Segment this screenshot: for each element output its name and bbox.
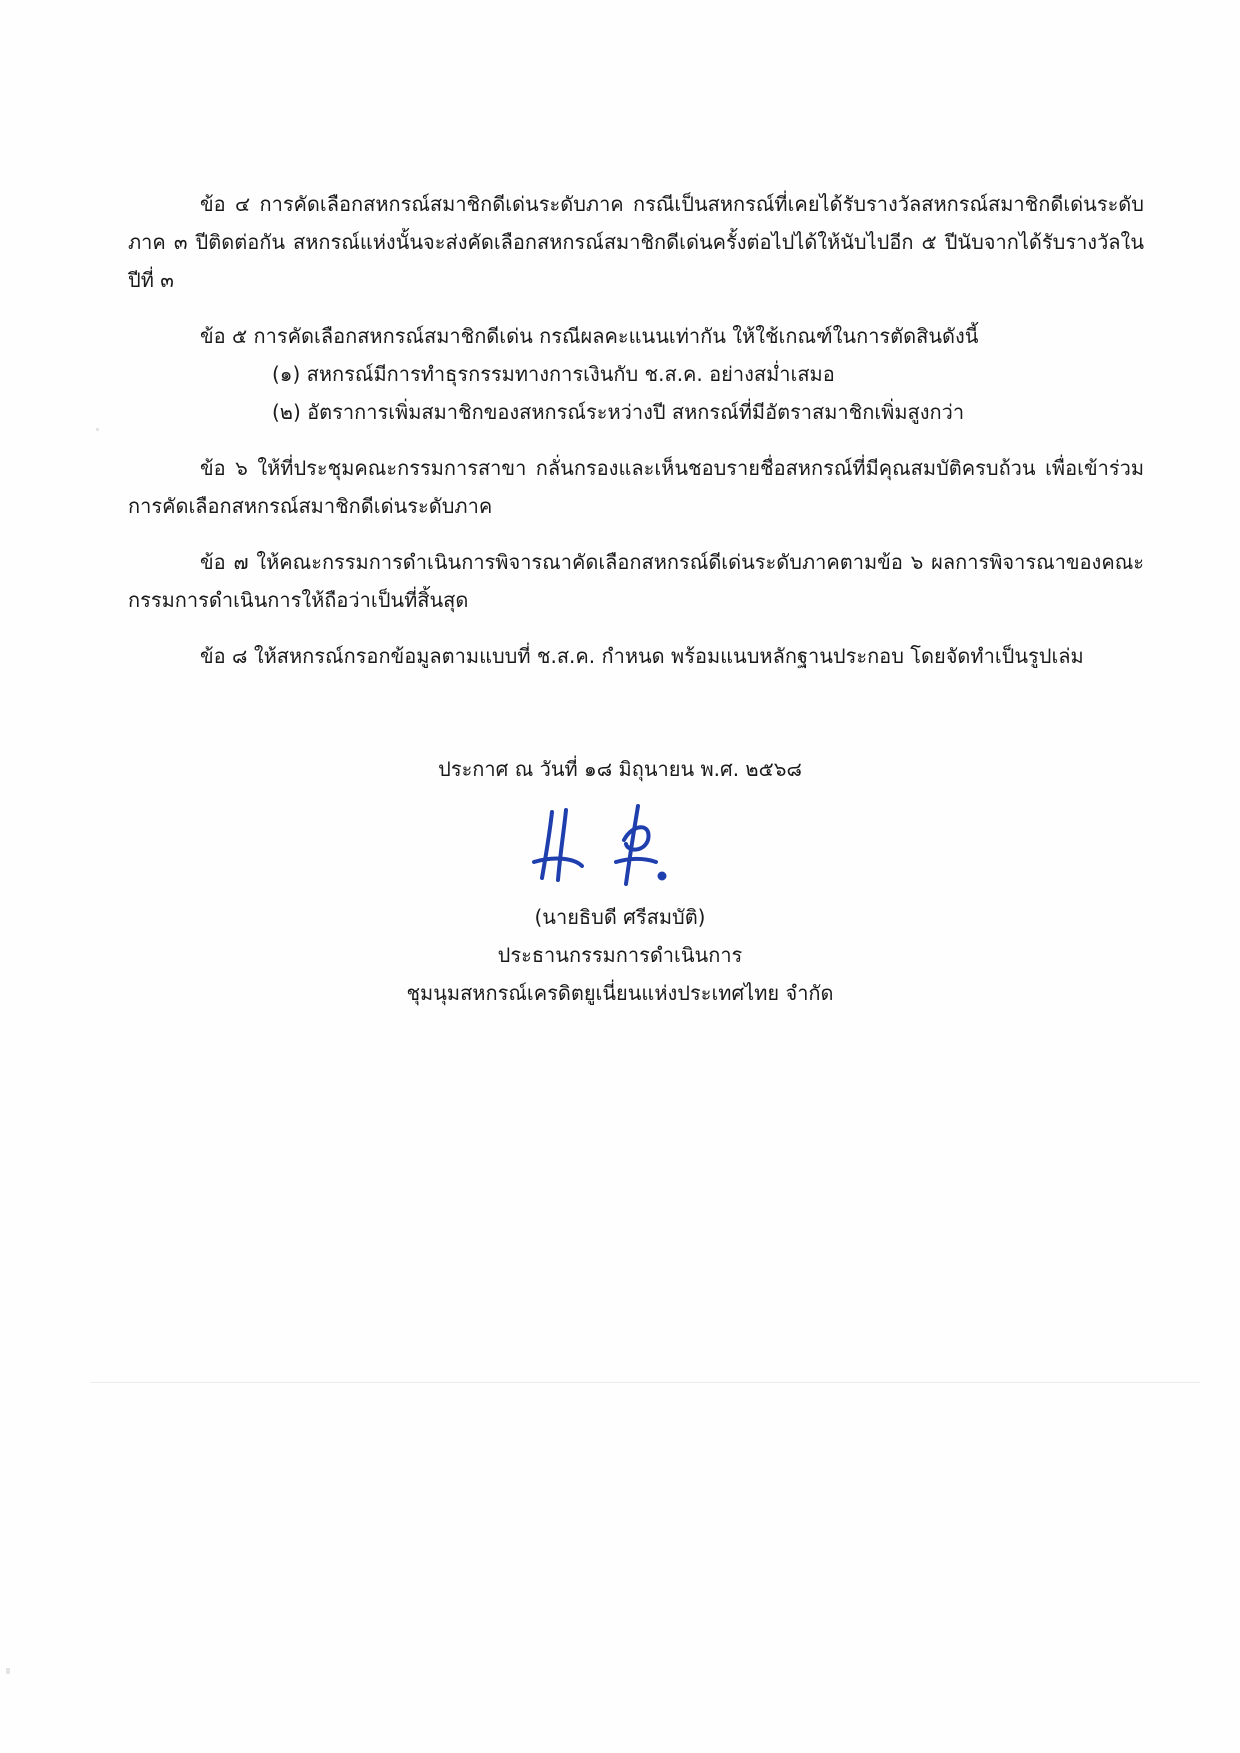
signatory-name: (นายธิบดี ศรีสมบัติ) bbox=[534, 905, 706, 929]
clause-7: ข้อ ๗ ให้คณะกรรมการดำเนินการพิจารณาคัดเลือกสหกรณ์ดีเด่นระดับภาคตามข้อ ๖ ผลการพิจารณาของคณะกรรมการดำเนินการให้ถือว่าเป็นที่สิ้นสุด bbox=[128, 550, 1144, 612]
clause-5: ข้อ ๕ การคัดเลือกสหกรณ์สมาชิกดีเด่น กรณีผลคะแนนเท่ากัน ให้ใช้เกณฑ์ในการตัดสินดังนี้ bbox=[200, 324, 979, 348]
scan-speck bbox=[6, 1668, 10, 1674]
clause-8: ข้อ ๘ ให้สหกรณ์กรอกข้อมูลตามแบบที่ ช.ส.ค. กำหนด พร้อมแนบหลักฐานประกอบ โดยจัดทำเป็นรูปเล่ม bbox=[200, 644, 1084, 668]
clause-5-item-2: (๒) อัตราการเพิ่มสมาชิกของสหกรณ์ระหว่างปี สหกรณ์ที่มีอัตราสมาชิกเพิ่มสูงกว่า bbox=[272, 400, 965, 424]
clauses-body bbox=[128, 185, 1144, 693]
signatory-position: ประธานกรรมการดำเนินการ bbox=[497, 943, 743, 967]
clause-4: ข้อ ๔ การคัดเลือกสหกรณ์สมาชิกดีเด่นระดับภาค กรณีเป็นสหกรณ์ที่เคยได้รับรางวัลสหกรณ์สมาชิกดีเด่นระดับภาค ๓ ปีติดต่อกัน สหกรณ์แห่งนั้นจะส่งคัดเลือกสหกรณ์สมาชิกดีเด่นครั้งต่อไปได้ให้นับไปอีก ๕ ปีนับจากได้รับรางวัลในปีที่ ๓ bbox=[128, 192, 1144, 292]
signatory-organization: ชุมนุมสหกรณ์เครดิตยูเนี่ยนแห่งประเทศไทย จำกัด bbox=[406, 981, 834, 1005]
scan-speck bbox=[96, 428, 99, 431]
announcement-date: ประกาศ ณ วันที่ ๑๘ มิถุนายน พ.ศ. ๒๕๖๘ bbox=[438, 757, 802, 781]
signatory-block bbox=[0, 898, 1240, 1012]
clause-6: ข้อ ๖ ให้ที่ประชุมคณะกรรมการสาขา กลั่นกรองและเห็นชอบรายชื่อสหกรณ์ที่มีคุณสมบัติครบถ้วน เพื่อเข้าร่วมการคัดเลือกสหกรณ์สมาชิกดีเด่นระดับภาค bbox=[128, 456, 1144, 518]
handwritten-signature bbox=[520, 800, 720, 890]
scan-edge-line bbox=[90, 1382, 1200, 1383]
clause-5-item-1: (๑) สหกรณ์มีการทำธุรกรรมทางการเงินกับ ช.ส.ค. อย่างสม่ำเสมอ bbox=[272, 362, 835, 386]
